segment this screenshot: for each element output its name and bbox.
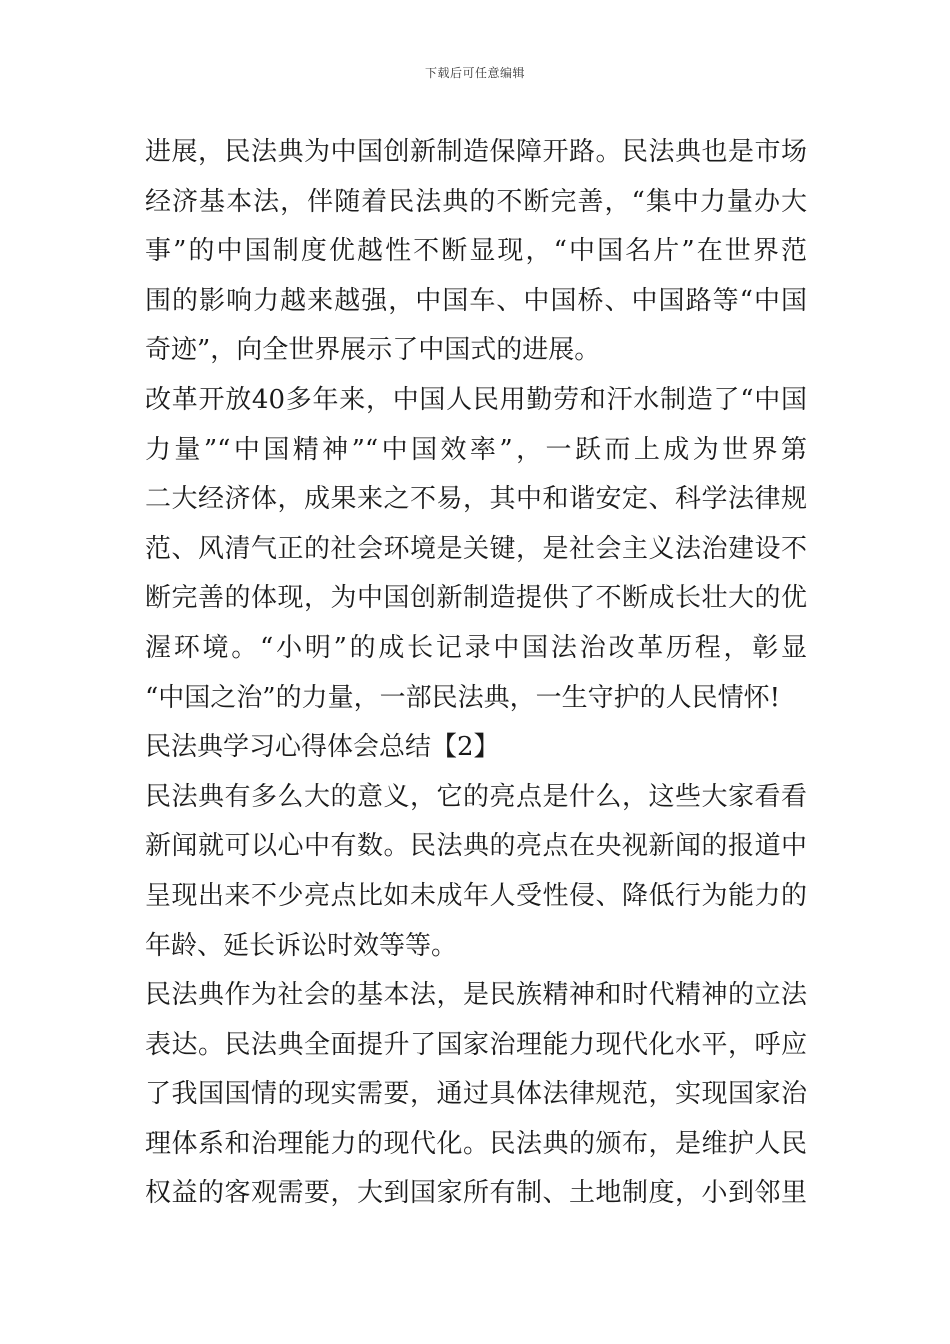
text-line: 经济基本法，伴随着民法典的不断完善，“集中力量办大 xyxy=(145,186,807,217)
text-line: 年龄、延长诉讼时效等等。 xyxy=(145,930,458,961)
text-line: 权益的客观需要，大到国家所有制、土地制度，小到邻里 xyxy=(145,1178,807,1209)
text-line: 围的影响力越来越强，中国车、中国桥、中国路等“中国 xyxy=(145,285,807,316)
text-line: 范、风清气正的社会环境是关键，是社会主义法治建设不 xyxy=(145,533,807,564)
text-line: 呈现出来不少亮点比如未成年人受性侵、降低行为能力的 xyxy=(145,880,807,911)
text-line: 奇迹”，向全世界展示了中国式的进展。 xyxy=(145,335,601,366)
text-line: 理体系和治理能力的现代化。民法典的颁布，是维护人民 xyxy=(145,1128,807,1159)
text-line: 民法典作为社会的基本法，是民族精神和时代精神的立法 xyxy=(145,980,807,1011)
text-line: 新闻就可以心中有数。民法典的亮点在央视新闻的报道中 xyxy=(145,831,807,862)
text-line: 民法典学习心得体会总结【2】 xyxy=(145,732,500,763)
text-line: 改革开放40多年来，中国人民用勤劳和汗水制造了“中国 xyxy=(145,384,807,415)
text-line: 断完善的体现，为中国创新制造提供了不断成长壮大的优 xyxy=(145,583,807,614)
text-line: 民法典有多么大的意义，它的亮点是什么，这些大家看看 xyxy=(145,781,807,812)
text-line: 了我国国情的现实需要，通过具体法律规范，实现国家治 xyxy=(145,1079,807,1110)
body-text xyxy=(145,128,807,1219)
text-line: 力量”“中国精神”“中国效率”，一跃而上成为世界第 xyxy=(145,434,807,465)
text-line: 事”的中国制度优越性不断显现，“中国名片”在世界范 xyxy=(145,236,807,267)
text-line: 二大经济体，成果来之不易，其中和谐安定、科学法律规 xyxy=(145,484,807,515)
header-note: 下载后可任意编辑 xyxy=(424,66,525,80)
text-line: 渥环境。“小明”的成长记录中国法治改革历程，彰显 xyxy=(145,632,807,663)
text-line: 进展，民法典为中国创新制造保障开路。民法典也是市场 xyxy=(145,137,807,167)
text-line: 表达。民法典全面提升了国家治理能力现代化水平，呼应 xyxy=(145,1029,807,1060)
text-line: “中国之治”的力量，一部民法典，一生守护的人民情怀! xyxy=(145,682,781,713)
